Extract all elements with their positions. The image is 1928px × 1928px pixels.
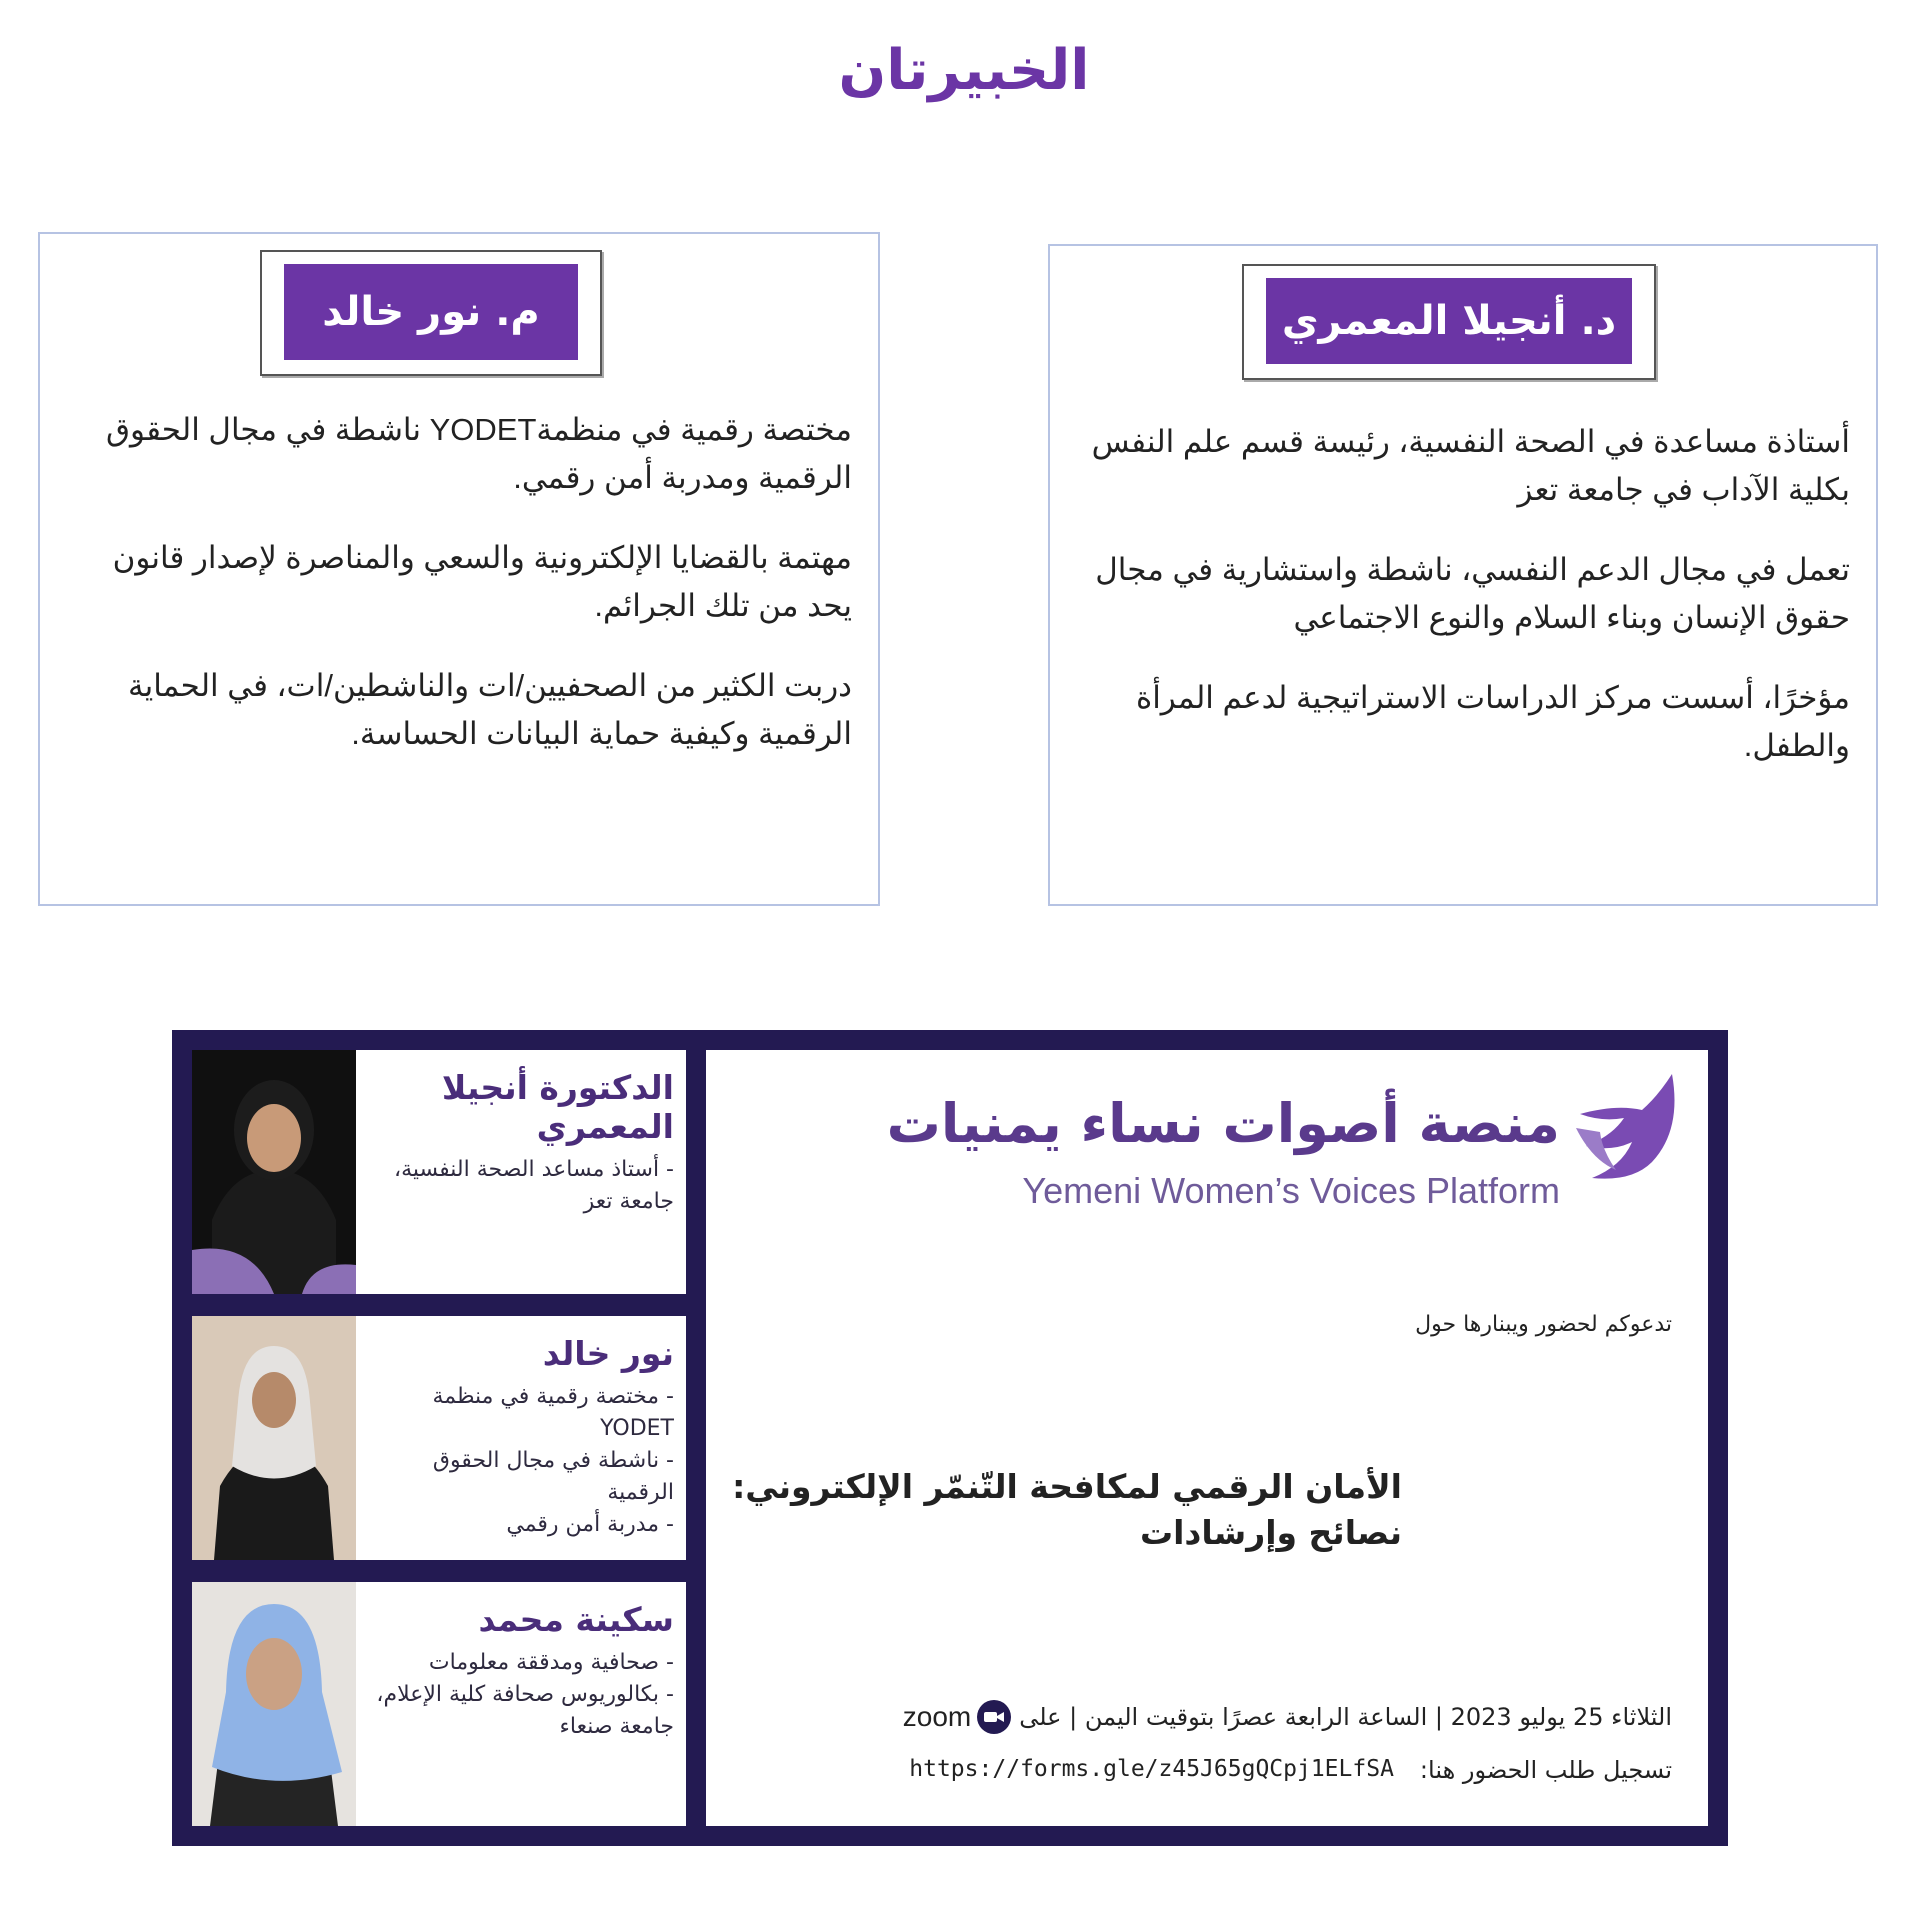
speaker-detail: - صحافية ومدققة معلومات: [428, 1650, 674, 1675]
bio-paragraph: أستاذة مساعدة في الصحة النفسية، رئيسة قسم علم النفس بكلية الآداب في جامعة تعز: [1091, 424, 1850, 507]
expert-card-angela: [1048, 244, 1878, 906]
datetime-text: الثلاثاء 25 يوليو 2023 | الساعة الرابعة عصرًا بتوقيت اليمن | على: [1019, 1703, 1672, 1731]
expert-bio: [1090, 418, 1850, 802]
page-title: الخبيرتان: [838, 38, 1090, 103]
bio-paragraph: مؤخرًا، أسست مركز الدراسات الاستراتيجية لدعم المرأة والطفل.: [1135, 680, 1850, 763]
expert-name: د. أنجيلا المعمري: [1266, 278, 1632, 364]
video-camera-icon: [977, 1700, 1011, 1734]
webinar-title: [732, 1464, 1402, 1556]
speaker-detail: - بكالوريوس صحافة كلية الإعلام،: [376, 1682, 674, 1707]
webinar-title-line: الأمان الرقمي لمكافحة التّنمّر الإلكتروني:: [732, 1467, 1402, 1506]
speaker-name: نور خالد: [542, 1334, 674, 1373]
bio-paragraph: مهتمة بالقضايا الإلكترونية والسعي والمناصرة لإصدار قانون يحد من تلك الجرائم.: [112, 540, 852, 623]
webinar-poster: [172, 1030, 1728, 1846]
bird-wing-icon: [1572, 1070, 1682, 1190]
speaker-detail: - مدربة أمن رقمي: [506, 1512, 674, 1537]
speaker-name: سكينة محمد: [478, 1600, 674, 1639]
logo-english: Yemeni Women’s Voices Platform: [1022, 1170, 1560, 1211]
speaker-detail: جامعة صنعاء: [559, 1714, 674, 1739]
speaker-card: [192, 1050, 686, 1294]
platform-logo: [886, 1070, 1560, 1211]
speaker-detail: - ناشطة في مجال الحقوق الرقمية: [432, 1448, 674, 1505]
bio-paragraph: دربت الكثير من الصحفيين/ات والناشطين/ات، في الحماية الرقمية وكيفية حماية البيانات الحساسة.: [127, 668, 852, 751]
logo-arabic: منصة أصوات نساء يمنيات: [886, 1092, 1560, 1155]
expert-name: م. نور خالد: [284, 264, 578, 360]
zoom-label: zoom: [902, 1701, 972, 1732]
speaker-photo: [192, 1582, 356, 1826]
bio-paragraph: مختصة رقمية في منظمةYODET ناشطة في مجال الحقوق الرقمية ومدربة أمن رقمي.: [106, 412, 852, 495]
speaker-photo: [192, 1316, 356, 1560]
poster-main-panel: [706, 1050, 1708, 1826]
name-frame: [260, 250, 602, 376]
expert-bio: [64, 406, 852, 790]
speaker-card: [192, 1316, 686, 1560]
expert-card-nour: [38, 232, 880, 906]
webinar-title-line: نصائح وإرشادات: [1139, 1513, 1402, 1552]
bio-paragraph: تعمل في مجال الدعم النفسي، ناشطة واستشارية في مجال حقوق الإنسان وبناء السلام والنوع الاجتماعي: [1095, 552, 1850, 635]
register-link[interactable]: https://forms.gle/z45J65gQCpj1ELfSA: [909, 1756, 1394, 1782]
registration-info: [909, 1756, 1672, 1784]
zoom-logo: [903, 1700, 1011, 1734]
speaker-name: الدكتورة أنجيلا المعمري: [441, 1068, 674, 1146]
register-label: تسجيل طلب الحضور هنا:: [1419, 1756, 1672, 1784]
name-frame: [1242, 264, 1656, 380]
speaker-card: [192, 1582, 686, 1826]
speaker-detail: جامعة تعز: [583, 1189, 674, 1214]
invite-text: تدعوكم لحضور ويبنارها حول: [1415, 1312, 1672, 1337]
speaker-detail: - مختصة رقمية في منظمة YODET: [432, 1384, 674, 1441]
event-datetime: [903, 1700, 1672, 1734]
speaker-detail: - أستاذ مساعد الصحة النفسية،: [393, 1157, 674, 1182]
speaker-photo: [192, 1050, 356, 1294]
